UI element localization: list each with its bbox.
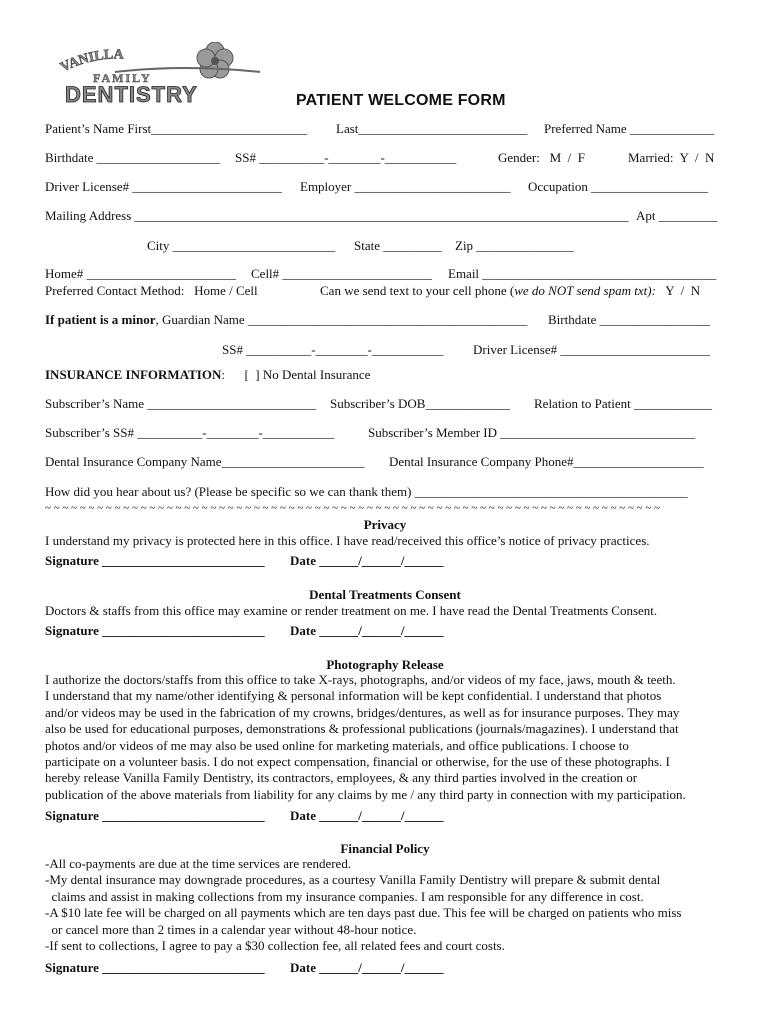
financial-line: -All co-payments are due at the time services are rendered.: [45, 856, 352, 871]
photo-line: photos and/or videos of me may also be used online for marketing materials, and office publications. I choose to: [45, 737, 629, 753]
insurance-company-field[interactable]: Dental Insurance Company Name______________________: [45, 454, 365, 469]
employer-field[interactable]: Employer ________________________: [300, 179, 511, 194]
privacy-signature[interactable]: Signature _________________________: [45, 553, 265, 568]
relation-field[interactable]: Relation to Patient ____________: [534, 396, 713, 411]
minor-label: If patient is a minor: [45, 312, 156, 327]
no-insurance-checkbox[interactable]: : [ ] No Dental Insurance: [221, 367, 371, 382]
text-permission-label: Can we send text to your cell phone (: [320, 283, 515, 298]
photo-line: publication of the above materials from liability for any claims by me / any third party in connection with my participation.: [45, 786, 686, 802]
financial-line: -A $10 late fee will be charged on all payments which are ten days past due. This fee will be charged on patients who miss: [45, 905, 682, 921]
photo-line: I authorize the doctors/staffs from this office to take X-rays, photographs, and/or videos of my face, jaws, mouth & teeth.: [45, 672, 676, 687]
subscriber-dob-field[interactable]: Subscriber’s DOB_____________: [330, 396, 510, 411]
city-field[interactable]: City _________________________: [147, 238, 336, 253]
subscriber-ssn-field[interactable]: Subscriber’s SS# __________-________-___________: [45, 425, 335, 440]
cell-phone-field[interactable]: Cell# _______________________: [251, 266, 432, 281]
apt-field[interactable]: Apt _________: [636, 208, 718, 223]
home-phone-field[interactable]: Home# _______________________: [45, 266, 237, 281]
first-name-field[interactable]: Patient’s Name First________________________: [45, 121, 308, 136]
birthdate-field[interactable]: Birthdate ___________________: [45, 150, 221, 165]
financial-signature[interactable]: Signature _________________________: [45, 960, 265, 975]
text-permission-field[interactable]: [320, 283, 700, 299]
guardian-birthdate-field[interactable]: Birthdate _________________: [548, 312, 711, 327]
photo-line: participate on a volunteer basis. I do not expect compensation, financial or otherwise, for the use of these photographs. I: [45, 754, 670, 770]
insurance-heading: INSURANCE INFORMATION: [45, 367, 222, 382]
logo-graphic: [55, 42, 265, 104]
financial-line: -If sent to collections, I agree to pay a $30 collection fee, all related fees and court costs.: [45, 938, 505, 954]
guardian-ssn-field[interactable]: SS# __________-________-___________: [222, 342, 444, 357]
photo-line: hereby release Vanilla Family Dentistry, its contractors, employees, & any third parties involved in the creation or: [45, 770, 638, 786]
consent-text: Doctors & staffs from this office may examine or render treatment on me. I have read the Dental Treatments Consent.: [45, 603, 658, 618]
guardian-license-field[interactable]: Driver License# _______________________: [473, 342, 710, 357]
member-id-field[interactable]: Subscriber’s Member ID ______________________________: [368, 425, 696, 440]
preferred-name-field[interactable]: Preferred Name _____________: [544, 121, 715, 136]
married-field[interactable]: Married: Y / N: [628, 150, 715, 165]
driver-license-field[interactable]: Driver License# _______________________: [45, 179, 282, 194]
tilde-divider: ~ ~ ~ ~ ~ ~ ~ ~ ~ ~ ~ ~ ~ ~ ~ ~ ~ ~ ~ ~ ~ ~ ~ ~ ~ ~ ~ ~ ~ ~ ~ ~ ~ ~ ~ ~ ~ ~ ~ ~ ~ ~ ~ ~ ~ ~ ~ ~ ~ ~ ~ ~ ~ ~ ~ ~ ~ ~ ~ ~ ~ ~ ~ ~ ~ ~ ~ ~ ~ ~ ~: [45, 502, 661, 514]
financial-date[interactable]: Date ______/______/______: [290, 960, 444, 975]
photo-text: [45, 672, 735, 803]
logo-line1: VANILLA: [58, 47, 124, 76]
financial-line: -My dental insurance may downgrade procedures, as a courtesy Vanilla Family Dentistry will prepare & submit dental: [45, 872, 661, 888]
insurance-header: [45, 367, 370, 383]
occupation-field[interactable]: Occupation __________________: [528, 179, 709, 194]
logo-line2: FAMILY: [93, 71, 152, 85]
consent-signature[interactable]: Signature _________________________: [45, 623, 265, 638]
ssn-field[interactable]: SS# __________-________-___________: [235, 150, 457, 165]
photo-date[interactable]: Date ______/______/______: [290, 808, 444, 823]
referral-field[interactable]: How did you hear about us? (Please be specific so we can thank them) __________________________________________: [45, 484, 688, 499]
gender-field[interactable]: Gender: M / F: [498, 150, 586, 165]
consent-date[interactable]: Date ______/______/______: [290, 623, 444, 638]
privacy-date[interactable]: Date ______/______/______: [290, 553, 444, 568]
last-name-field[interactable]: Last__________________________: [336, 121, 528, 136]
insurance-phone-field[interactable]: Dental Insurance Company Phone#____________________: [389, 454, 704, 469]
flower-icon: [197, 42, 233, 78]
financial-heading: Financial Policy: [340, 841, 430, 856]
preferred-contact-field[interactable]: Preferred Contact Method: Home / Cell: [45, 283, 258, 298]
guardian-name-line: , Guardian Name ___________________________________________: [155, 312, 528, 327]
financial-line: or cancel more than 2 times in a calendar year without 48-hour notice.: [45, 921, 417, 937]
financial-text: [45, 856, 735, 954]
photo-signature[interactable]: Signature _________________________: [45, 808, 265, 823]
photo-heading: Photography Release: [326, 657, 444, 672]
photo-line: and/or videos may be used in the fabrication of my crowns, bridges/dentures, as well as for insurance purposes. They may: [45, 704, 680, 720]
consent-heading: Dental Treatments Consent: [309, 587, 461, 602]
photo-line: also be used for educational purposes, demonstrations & professional publications (journals/magazines). I understand that: [45, 721, 679, 737]
form-title: PATIENT WELCOME FORM: [296, 92, 506, 109]
guardian-name-field[interactable]: [45, 312, 527, 328]
logo-line3: DENTISTRY: [65, 82, 198, 104]
text-permission-options: Y / N: [655, 283, 701, 298]
email-field[interactable]: Email ____________________________________: [448, 266, 717, 281]
privacy-heading: Privacy: [363, 517, 407, 532]
state-field[interactable]: State _________: [354, 238, 442, 253]
logo: [55, 42, 265, 104]
photo-line: I understand that my name/other identifying & personal information will be kept confidential. I understand that photos: [45, 688, 662, 704]
text-permission-note: we do NOT send spam txt):: [514, 283, 656, 298]
mailing-address-field[interactable]: Mailing Address ____________________________________________________________________________: [45, 208, 629, 223]
zip-field[interactable]: Zip _______________: [455, 238, 574, 253]
financial-line: claims and assist in making collections from my insurance companies. I am responsible for any difference in cost.: [45, 888, 644, 904]
subscriber-name-field[interactable]: Subscriber’s Name __________________________: [45, 396, 317, 411]
privacy-text: I understand my privacy is protected here in this office. I have read/received this office’s notice of privacy practices.: [45, 533, 650, 548]
